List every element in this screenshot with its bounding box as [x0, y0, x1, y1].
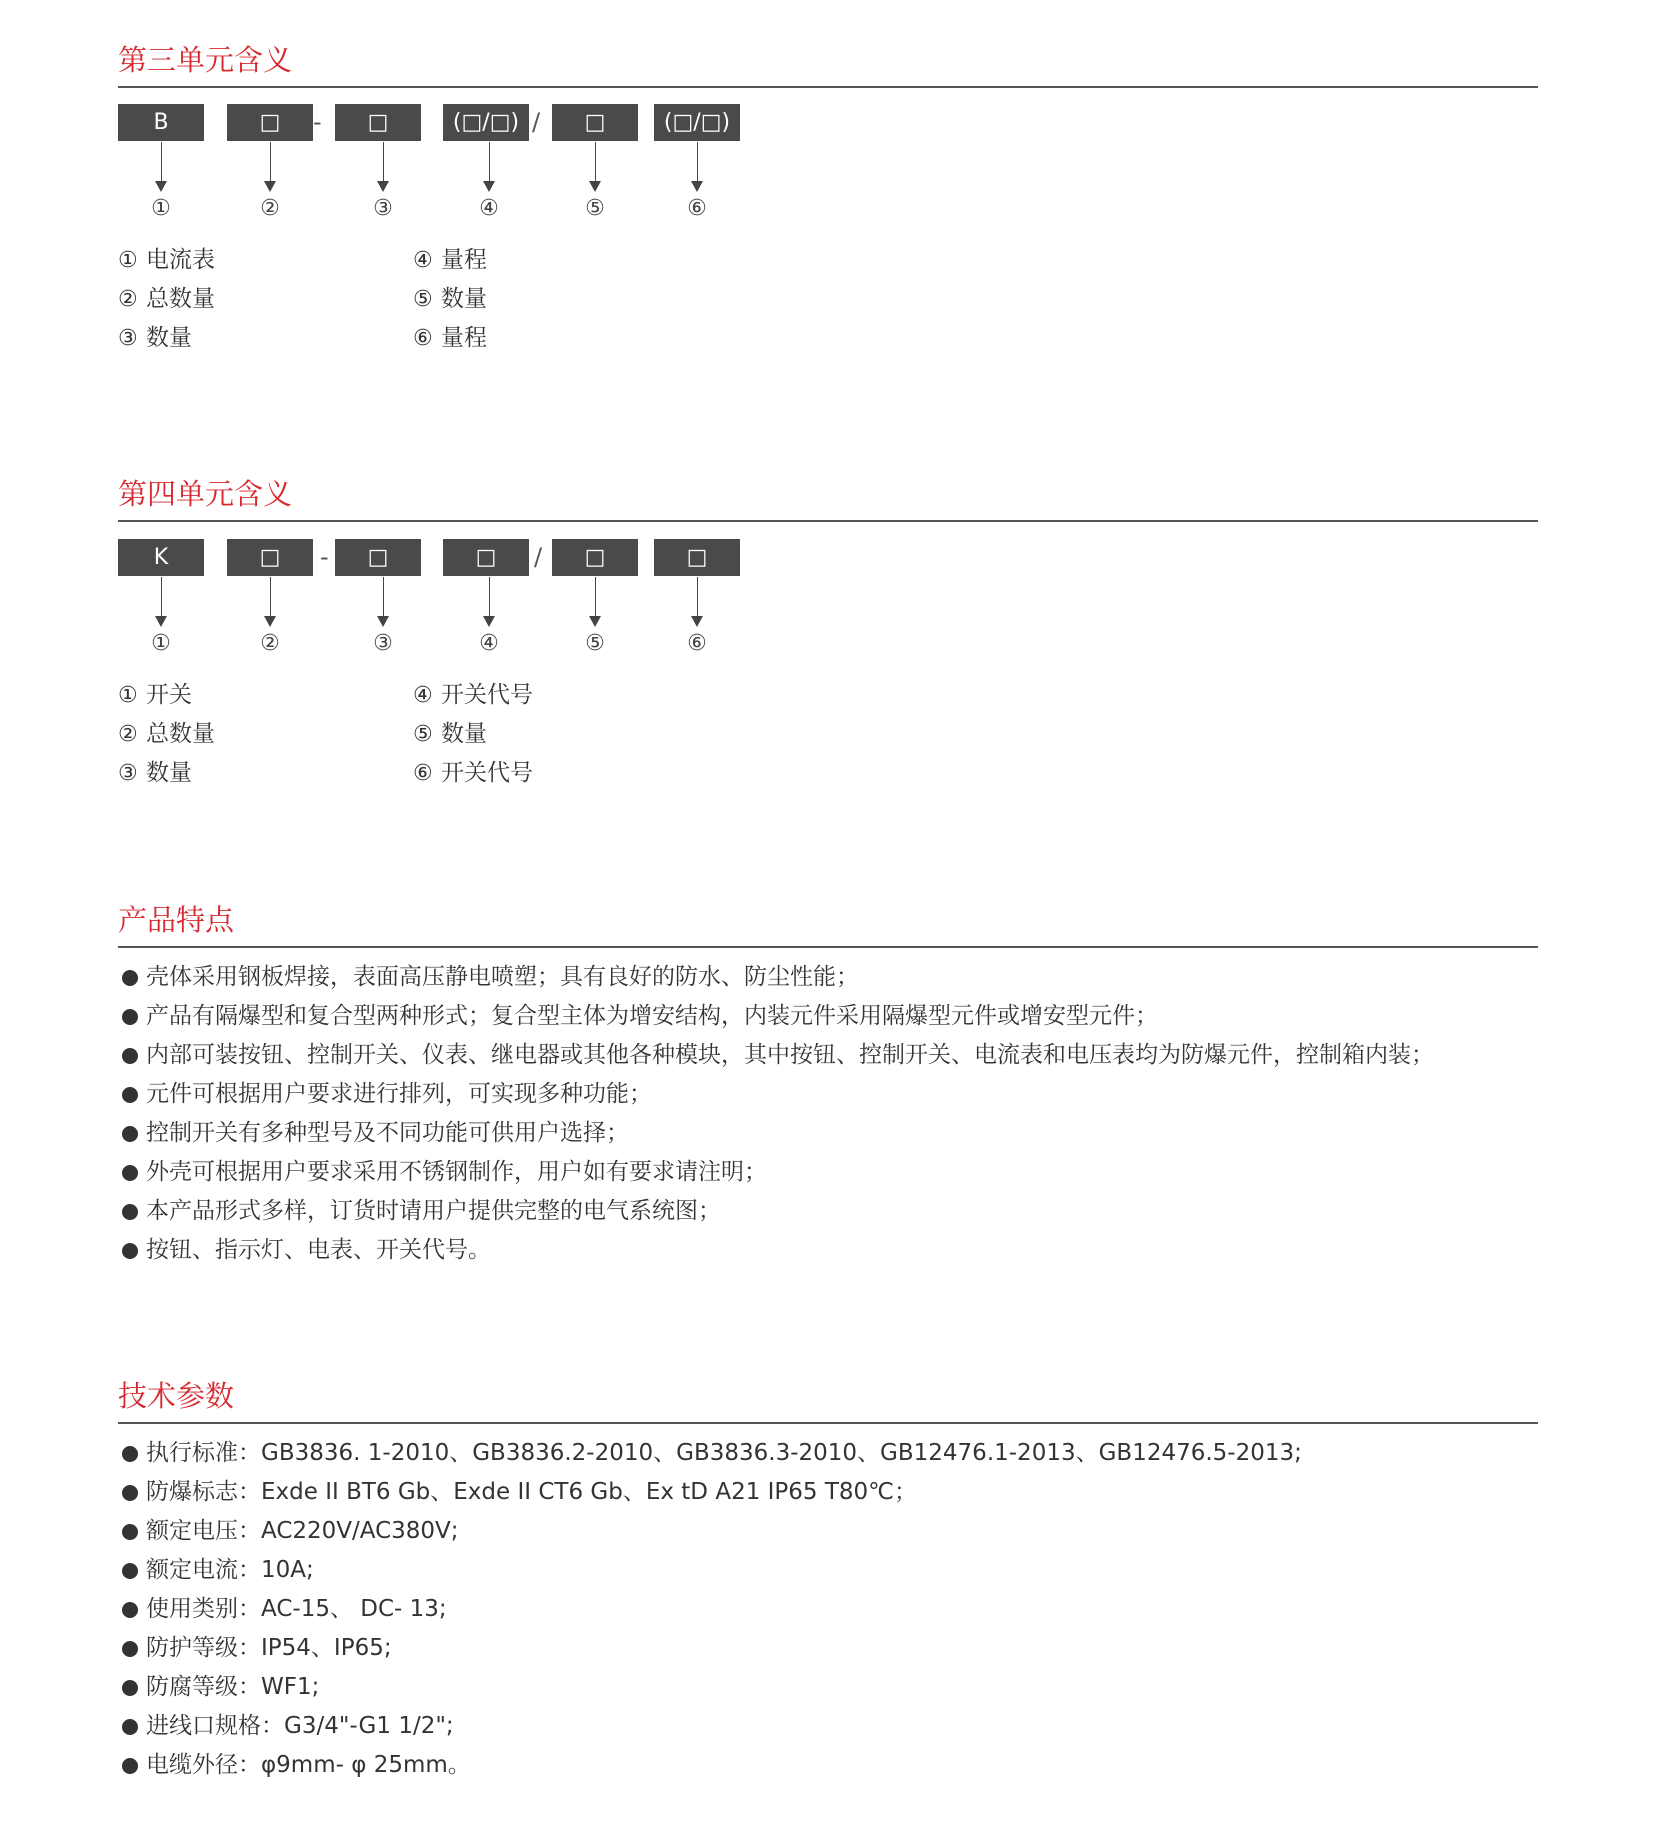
unit3-arrowhead-5 — [589, 181, 601, 192]
unit4-legend-4 — [413, 680, 533, 711]
legend-mark: ① — [118, 248, 138, 273]
unit4-sep-dash: - — [320, 543, 329, 571]
legend-label: 开关代号 — [441, 760, 533, 786]
unit3-arrowhead-3 — [377, 181, 389, 192]
unit3-legend-6 — [413, 323, 487, 354]
unit4-sep-slash: / — [534, 543, 543, 571]
legend-mark: ④ — [413, 683, 433, 708]
legend-mark: ② — [118, 287, 138, 312]
specs-item: 电缆外径：φ9mm- φ 25mm。 — [122, 1746, 1302, 1785]
unit3-arrowhead-4 — [483, 181, 495, 192]
unit4-num-3: ③ — [373, 631, 393, 656]
legend-mark: ⑤ — [413, 722, 433, 747]
unit4-num-5: ⑤ — [585, 631, 605, 656]
unit4-arrowhead-3 — [377, 616, 389, 627]
unit3-num-5: ⑤ — [585, 196, 605, 221]
unit3-num-6: ⑥ — [687, 196, 707, 221]
section-title-unit3: 第三单元含义 — [118, 40, 1538, 88]
unit3-arrow-2 — [270, 142, 271, 182]
specs-item: 进线口规格：G3/4"-G1 1/2"; — [122, 1707, 1302, 1746]
features-item: 产品有隔爆型和复合型两种形式；复合型主体为增安结构，内装元件采用隔爆型元件或增安型元件； — [122, 997, 1434, 1036]
legend-label: 开关代号 — [441, 682, 533, 708]
section-title-unit4: 第四单元含义 — [118, 474, 1538, 522]
unit4-code-3: □ — [335, 539, 421, 576]
unit3-legend-4 — [413, 245, 487, 276]
unit4-legend-3 — [118, 758, 192, 789]
unit4-arrowhead-2 — [264, 616, 276, 627]
unit3-num-4: ④ — [479, 196, 499, 221]
unit4-arrow-4 — [489, 577, 490, 617]
features-item: 元件可根据用户要求进行排列，可实现多种功能； — [122, 1075, 1434, 1114]
unit3-legend-1 — [118, 245, 215, 276]
unit3-code-2: □ — [227, 104, 313, 141]
legend-label: 量程 — [441, 247, 487, 273]
unit3-code-6: (□/□) — [654, 104, 740, 141]
unit3-num-2: ② — [260, 196, 280, 221]
legend-mark: ④ — [413, 248, 433, 273]
unit3-arrow-4 — [489, 142, 490, 182]
unit3-diagram — [0, 104, 1654, 224]
unit3-num-3: ③ — [373, 196, 393, 221]
specs-item: 防腐等级：WF1; — [122, 1668, 1302, 1707]
unit4-code-1: K — [118, 539, 204, 576]
legend-label: 开关 — [146, 682, 192, 708]
section-title-specs: 技术参数 — [118, 1376, 1538, 1424]
unit4-code-4: □ — [443, 539, 529, 576]
legend-label: 总数量 — [146, 286, 215, 312]
unit4-num-4: ④ — [479, 631, 499, 656]
legend-label: 量程 — [441, 325, 487, 351]
unit3-sep-dash: - — [313, 108, 322, 136]
specs-item: 防爆标志：Exde II BT6 Gb、Exde II CT6 Gb、Ex tD A21 IP65 T80℃； — [122, 1473, 1302, 1512]
unit4-legend-5 — [413, 719, 487, 750]
features-item: 控制开关有多种型号及不同功能可供用户选择； — [122, 1114, 1434, 1153]
features-item: 内部可装按钮、控制开关、仪表、继电器或其他各种模块，其中按钮、控制开关、电流表和电压表均为防爆元件，控制箱内装； — [122, 1036, 1434, 1075]
features-item: 按钮、指示灯、电表、开关代号。 — [122, 1231, 1434, 1270]
unit3-sep-slash: / — [532, 108, 541, 136]
unit3-arrow-6 — [697, 142, 698, 182]
unit4-legend-1 — [118, 680, 192, 711]
legend-mark: ① — [118, 683, 138, 708]
legend-mark: ③ — [118, 761, 138, 786]
unit3-code-3: □ — [335, 104, 421, 141]
unit3-arrowhead-6 — [691, 181, 703, 192]
unit3-arrowhead-1 — [155, 181, 167, 192]
unit4-code-5: □ — [552, 539, 638, 576]
unit4-arrow-3 — [383, 577, 384, 617]
unit4-code-2: □ — [227, 539, 313, 576]
unit3-code-1: B — [118, 104, 204, 141]
legend-label: 数量 — [146, 325, 192, 351]
unit4-arrowhead-5 — [589, 616, 601, 627]
features-item: 壳体采用钢板焊接，表面高压静电喷塑；具有良好的防水、防尘性能； — [122, 958, 1434, 997]
legend-mark: ⑤ — [413, 287, 433, 312]
features-list — [122, 958, 1434, 1270]
legend-mark: ⑥ — [413, 761, 433, 786]
legend-label: 电流表 — [146, 247, 215, 273]
legend-label: 数量 — [441, 721, 487, 747]
unit4-arrow-1 — [161, 577, 162, 617]
unit4-num-1: ① — [151, 631, 171, 656]
unit3-legend-2 — [118, 284, 215, 315]
unit4-arrow-6 — [697, 577, 698, 617]
legend-mark: ⑥ — [413, 326, 433, 351]
legend-label: 数量 — [146, 760, 192, 786]
unit4-num-2: ② — [260, 631, 280, 656]
unit3-arrowhead-2 — [264, 181, 276, 192]
section-title-features: 产品特点 — [118, 900, 1538, 948]
unit4-arrowhead-6 — [691, 616, 703, 627]
unit3-arrow-3 — [383, 142, 384, 182]
unit4-arrow-2 — [270, 577, 271, 617]
unit4-diagram — [0, 539, 1654, 659]
legend-mark: ③ — [118, 326, 138, 351]
unit4-arrow-5 — [595, 577, 596, 617]
specs-item: 执行标准：GB3836. 1-2010、GB3836.2-2010、GB3836.3-2010、GB12476.1-2013、GB12476.5-2013; — [122, 1434, 1302, 1473]
unit3-code-4: (□/□) — [443, 104, 529, 141]
legend-mark: ② — [118, 722, 138, 747]
unit4-code-6: □ — [654, 539, 740, 576]
unit3-num-1: ① — [151, 196, 171, 221]
unit4-legend-2 — [118, 719, 215, 750]
unit4-arrowhead-1 — [155, 616, 167, 627]
unit3-legend-3 — [118, 323, 192, 354]
unit4-num-6: ⑥ — [687, 631, 707, 656]
features-item: 外壳可根据用户要求采用不锈钢制作，用户如有要求请注明； — [122, 1153, 1434, 1192]
specs-item: 额定电压：AC220V/AC380V; — [122, 1512, 1302, 1551]
unit3-arrow-1 — [161, 142, 162, 182]
unit3-arrow-5 — [595, 142, 596, 182]
features-item: 本产品形式多样，订货时请用户提供完整的电气系统图； — [122, 1192, 1434, 1231]
specs-item: 防护等级：IP54、IP65; — [122, 1629, 1302, 1668]
unit4-arrowhead-4 — [483, 616, 495, 627]
legend-label: 数量 — [441, 286, 487, 312]
specs-item: 额定电流：10A; — [122, 1551, 1302, 1590]
unit3-legend-5 — [413, 284, 487, 315]
specs-item: 使用类别：AC-15、 DC- 13; — [122, 1590, 1302, 1629]
legend-label: 总数量 — [146, 721, 215, 747]
specs-list — [122, 1434, 1302, 1785]
unit3-code-5: □ — [552, 104, 638, 141]
unit4-legend-6 — [413, 758, 533, 789]
